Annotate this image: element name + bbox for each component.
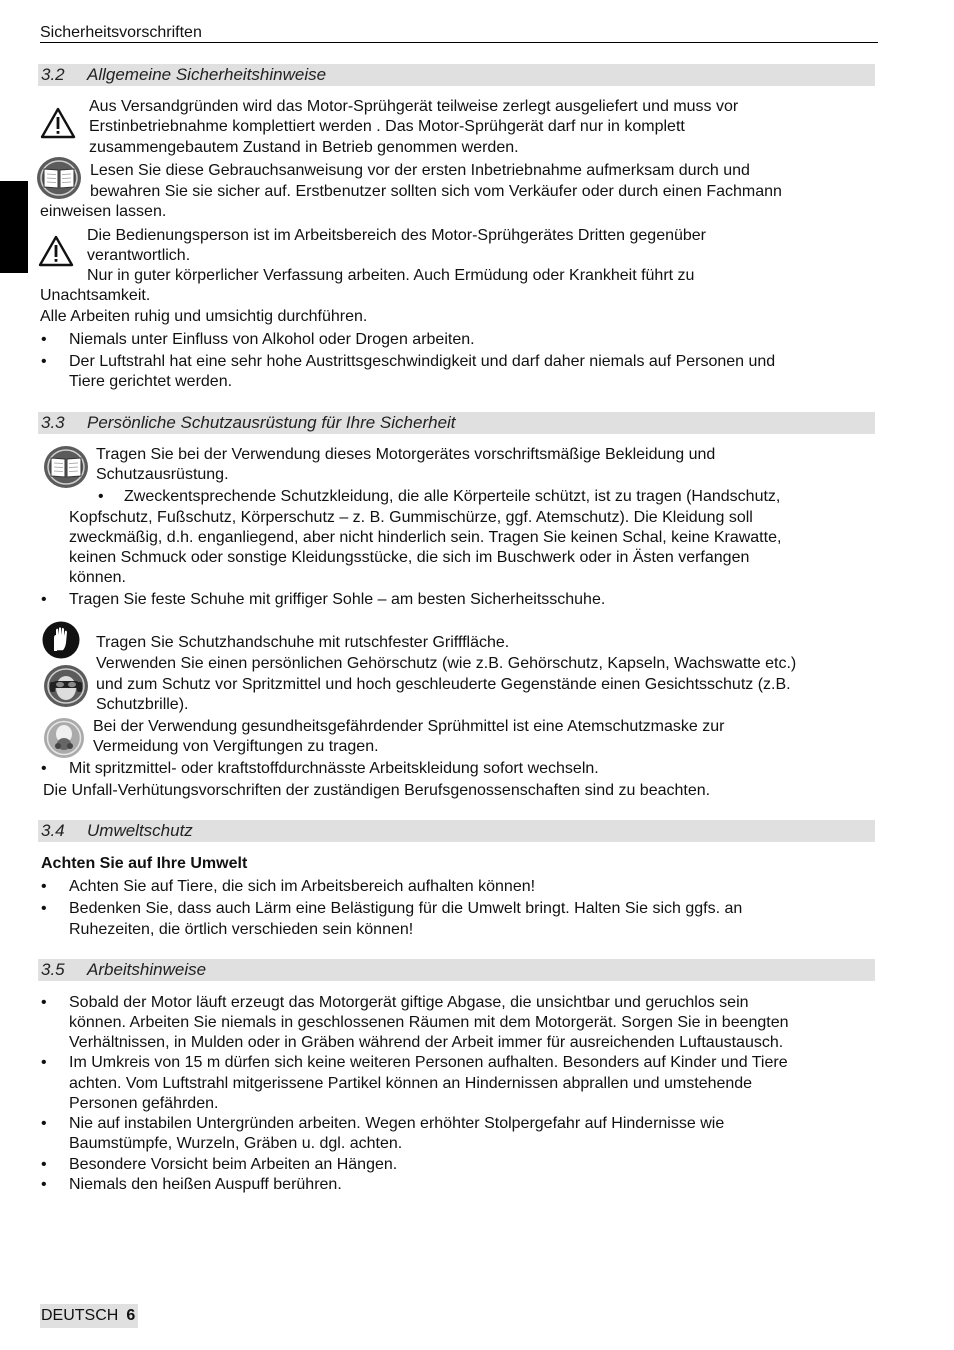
- page-header-title: Sicherheitsvorschriften: [40, 24, 202, 41]
- list-item: können. Arbeiten Sie niemals in geschlossenen Räumen mit dem Motorgerät. Sorgen Sie in beengten: [69, 1014, 789, 1031]
- list-item: Achten Sie auf Tiere, die sich im Arbeitsbereich aufhalten können!: [69, 878, 536, 895]
- paragraph-line: verantwortlich.: [87, 247, 191, 264]
- list-item: Nie auf instabilen Untergründen arbeiten. Wegen erhöhter Stolpergefahr auf Hindernisse wie: [69, 1115, 725, 1132]
- bullet-marker: •: [41, 878, 47, 895]
- paragraph-line: Schutzbrille).: [96, 696, 189, 713]
- section-title: Allgemeine Sicherheitshinweise: [87, 65, 327, 84]
- subheading: Achten Sie auf Ihre Umwelt: [41, 855, 248, 872]
- list-item: Zweckentsprechende Schutzkleidung, die alle Körperteile schützt, ist zu tragen (Handschutz,: [124, 488, 781, 505]
- section-number: 3.2: [41, 65, 65, 84]
- book-icon: [43, 445, 89, 489]
- bullet-marker: •: [41, 900, 47, 917]
- bullet-marker: •: [41, 760, 47, 777]
- list-item: Mit spritzmittel- oder kraftstoffdurchnässte Arbeitskleidung sofort wechseln.: [69, 760, 599, 777]
- paragraph-line: Die Unfall-Verhütungsvorschriften der zuständigen Berufsgenossenschaften sind zu beachten.: [43, 782, 711, 799]
- paragraph-line: Die Bedienungsperson ist im Arbeitsbereich des Motor-Sprühgerätes Dritten gegenüber: [87, 227, 707, 244]
- list-item: Personen gefährden.: [69, 1095, 219, 1112]
- section-heading-3-3: [38, 412, 875, 434]
- bullet-marker: •: [41, 1176, 47, 1193]
- paragraph-line: Schutzausrüstung.: [96, 466, 229, 483]
- bullet-marker: •: [41, 1115, 47, 1132]
- list-item: Im Umkreis von 15 m dürfen sich keine weiteren Personen aufhalten. Besonders auf Kinder und Tiere: [69, 1054, 788, 1071]
- hearing-goggles-icon: [43, 664, 89, 708]
- paragraph-line: Tragen Sie Schutzhandschuhe mit rutschfester Grifffläche.: [96, 634, 510, 651]
- paragraph-line: Alle Arbeiten ruhig und umsichtig durchführen.: [40, 308, 368, 325]
- section-number: 3.3: [41, 413, 65, 432]
- list-item: Besondere Vorsicht beim Arbeiten an Hängen.: [69, 1156, 398, 1173]
- header-rule: [40, 42, 878, 43]
- paragraph-line: Bei der Verwendung gesundheitsgefährdender Sprühmittel ist eine Atemschutzmaske zur: [93, 718, 725, 735]
- list-item: Niemals den heißen Auspuff berühren.: [69, 1176, 342, 1193]
- paragraph-line: Nur in guter körperlicher Verfassung arbeiten. Auch Ermüdung oder Krankheit führt zu: [87, 267, 695, 284]
- section-number: 3.4: [41, 821, 65, 840]
- respirator-mask-icon: [43, 717, 85, 759]
- section-heading-3-5: [38, 959, 875, 981]
- paragraph-line: und zum Schutz vor Spritzmittel und hoch geschleuderte Gegenstände einen Gesichtsschutz (z.B.: [96, 676, 791, 693]
- section-number: 3.5: [41, 960, 65, 979]
- section-heading-3-2: [38, 64, 875, 86]
- warning-triangle-icon: [40, 107, 76, 139]
- section-title: Arbeitshinweise: [87, 960, 207, 979]
- list-item: zweckmäßig, d.h. enganliegend, aber nicht hinderlich sein. Tragen Sie keinen Schal, keine Krawatte,: [69, 529, 782, 546]
- list-item: Bedenken Sie, dass auch Lärm eine Belästigung für die Umwelt bringt. Halten Sie sich ggfs. an: [69, 900, 743, 917]
- bullet-marker: •: [41, 1054, 47, 1071]
- section-heading-3-4: [38, 820, 875, 842]
- list-item: Ruhezeiten, die örtlich verschieden sein können!: [69, 921, 414, 938]
- gloves-icon: [42, 621, 80, 659]
- paragraph-line: Lesen Sie diese Gebrauchsanweisung vor der ersten Inbetriebnahme aufmerksam durch und: [90, 162, 750, 179]
- paragraph-line: Unachtsamkeit.: [40, 287, 151, 304]
- paragraph-line: Vermeidung von Vergiftungen zu tragen.: [93, 738, 379, 755]
- list-item: Der Luftstrahl hat eine sehr hohe Austrittsgeschwindigkeit und darf daher niemals auf Personen und: [69, 353, 776, 370]
- list-item: Verhältnissen, in Mulden oder in Gräben während der Arbeit immer für ausreichenden Luftaustausch.: [69, 1034, 784, 1051]
- list-item: Kopfschutz, Fußschutz, Körperschutz – z. B. Gummischürze, ggf. Atemschutz). Die Kleidung soll: [69, 509, 753, 526]
- list-item: können.: [69, 569, 126, 586]
- paragraph-line: Erstinbetriebnahme komplettiert werden . Das Motor-Sprühgerät darf nur in komplett: [89, 118, 685, 135]
- bullet-marker: •: [41, 1156, 47, 1173]
- paragraph-line: zusammengebautem Zustand in Betrieb genommen werden.: [89, 139, 519, 156]
- list-item: Niemals unter Einfluss von Alkohol oder Drogen arbeiten.: [69, 331, 475, 348]
- book-icon: [36, 156, 82, 200]
- paragraph-line: Aus Versandgründen wird das Motor-Sprühgerät teilweise zerlegt ausgeliefert und muss vor: [89, 98, 739, 115]
- bullet-marker: •: [41, 591, 47, 608]
- paragraph-line: Tragen Sie bei der Verwendung dieses Motorgerätes vorschriftsmäßige Bekleidung und: [96, 446, 716, 463]
- bullet-marker: •: [41, 331, 47, 348]
- paragraph-line: Verwenden Sie einen persönlichen Gehörschutz (wie z.B. Gehörschutz, Kapseln, Wachswatte etc.): [96, 655, 797, 672]
- list-item: keinen Schmuck oder sonstige Kleidungsstücke, die sich im Buschwerk oder in Ästen verfangen: [69, 549, 750, 566]
- list-item: Baumstümpfe, Wurzeln, Gräben u. dgl. achten.: [69, 1135, 403, 1152]
- list-item: achten. Vom Luftstrahl mitgerissene Partikel können an Hindernissen abprallen und umstehende: [69, 1075, 753, 1092]
- list-item: Tiere gerichtet werden.: [69, 373, 233, 390]
- bullet-marker: •: [41, 353, 47, 370]
- language-side-tab: [0, 181, 28, 273]
- list-item: Sobald der Motor läuft erzeugt das Motorgerät giftige Abgase, die unsichtbar und geruchlos sein: [69, 994, 749, 1011]
- bullet-marker: •: [98, 488, 104, 505]
- footer-language: DEUTSCH: [41, 1307, 119, 1324]
- list-item: Tragen Sie feste Schuhe mit griffiger Sohle – am besten Sicherheitsschuhe.: [69, 591, 606, 608]
- bullet-marker: •: [41, 994, 47, 1011]
- warning-triangle-icon: [38, 235, 74, 267]
- section-title: Umweltschutz: [87, 821, 193, 840]
- footer-page-label: [40, 1304, 138, 1328]
- section-title: Persönliche Schutzausrüstung für Ihre Sicherheit: [87, 413, 456, 432]
- paragraph-line: bewahren Sie sie sicher auf. Erstbenutzer sollten sich vom Verkäufer oder durch einen Fachmann: [90, 183, 782, 200]
- page-number: 6: [126, 1307, 136, 1324]
- paragraph-line: einweisen lassen.: [40, 203, 167, 220]
